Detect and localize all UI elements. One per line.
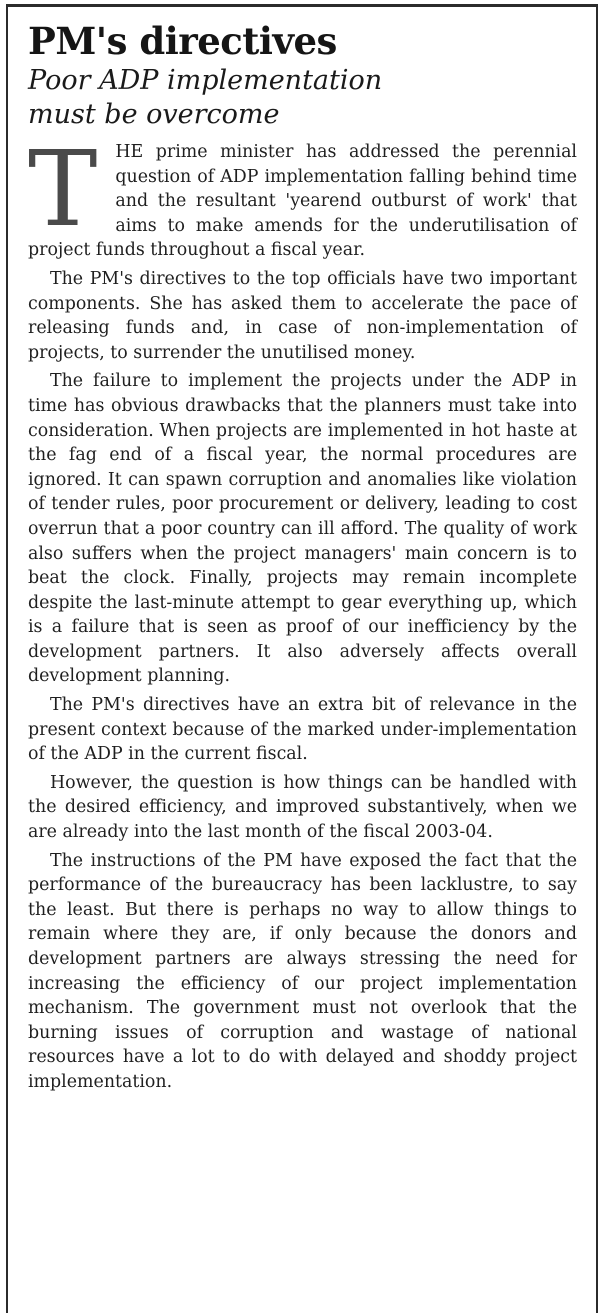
paragraph-1	[28, 128, 577, 263]
editorial-article	[28, 18, 577, 1099]
subheadline	[28, 64, 577, 132]
headline: PM's directives	[28, 19, 337, 63]
article-body	[28, 128, 577, 1095]
paragraph-2: The PM's directives to the top officials have two important components. She has asked them to accelerate the pace of releasing funds and, in case of non-implementation of projects, to surrender the unutilised money.	[28, 268, 577, 363]
paragraph-1-text: HE prime minister has addressed the perennial question of ADP implementation falling behind time and the resultant 'yearend outburst of work' that aims to make amends for the underutilisation of project funds throughout a fiscal year.	[28, 142, 577, 261]
drop-cap: T	[28, 128, 98, 250]
paragraph-4: The PM's directives have an extra bit of relevance in the present context because of the marked under-implementation of the ADP in the current fiscal.	[28, 695, 577, 765]
paragraph-6: The instructions of the PM have exposed the fact that the performance of the bureaucracy has been lacklustre, to say the least. But there is perhaps no way to allow things to remain where they are, if only because the donors and development partners are always stressing the need for increasing the efficiency of our project implementation mechanism. The government must not overlook that the burning issues of corruption and wastage of national resources have a lot to do with delayed and shoddy project implementation.	[28, 850, 577, 1092]
subheadline-line-2: must be overcome	[28, 99, 280, 130]
paragraph-3: The failure to implement the projects under the ADP in time has obvious drawbacks that the planners must take into consideration. When projects are implemented in hot haste at the fag end of a fiscal year, the normal procedures are ignored. It can spawn corruption and anomalies like violation of tender rules, poor procurement or delivery, leading to cost overrun that a poor country can ill afford. The quality of work also suffers when the project managers' main concern is to beat the clock. Finally, projects may remain incomplete despite the last-minute attempt to gear everything up, which is a failure that is seen as proof of our inefficiency by the development partners. It also adversely affects overall development planning.	[28, 371, 577, 687]
paragraph-5: However, the question is how things can be handled with the desired efficiency, and improved substantively, when we are already into the last month of the fiscal 2003-04.	[28, 772, 577, 843]
subheadline-line-1: Poor ADP implementation	[28, 65, 383, 96]
